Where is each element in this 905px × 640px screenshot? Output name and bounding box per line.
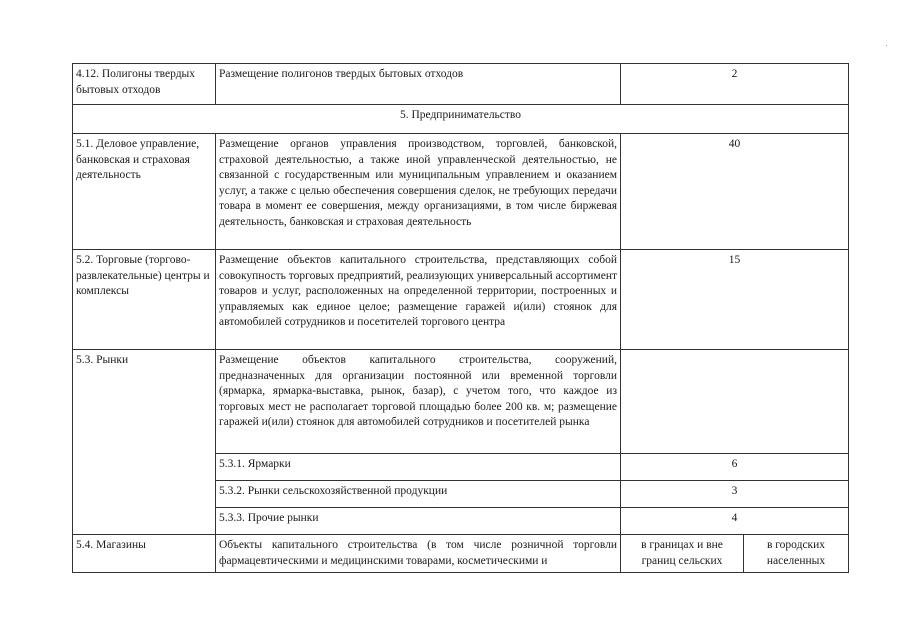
row-name: 5.1. Деловое управление, банковская и страховая деятельность bbox=[73, 134, 216, 250]
sub-row-label: 5.3.2. Рынки сельскохозяйственной продукции bbox=[216, 481, 621, 508]
row-name: 5.3. Рынки bbox=[73, 350, 216, 535]
sub-row-code: 3 bbox=[621, 481, 849, 508]
table-row bbox=[73, 535, 849, 573]
scan-speck bbox=[886, 45, 887, 46]
row-name: 5.4. Магазины bbox=[73, 535, 216, 573]
table-row bbox=[73, 134, 849, 250]
land-use-table bbox=[72, 63, 849, 573]
row-name: 4.12. Полигоны твердых бытовых отходов bbox=[73, 64, 216, 105]
table-row bbox=[73, 250, 849, 350]
section-title: 5. Предпринимательство bbox=[73, 105, 849, 134]
sub-row-label: 5.3.3. Прочие рынки bbox=[216, 508, 621, 535]
row-description: Размещение объектов капитального строительства, сооружений, предназначенных для организации постоянной или временной торговли (ярмарка, ярмарка-выставка, рынок, базар), с учетом того, что каждое из торговых мест не располагает торговой площадью более 200 кв. м; размещение гаражей и(или) стоянок для автомобилей сотрудников и посетителей рынка bbox=[216, 350, 621, 454]
row-code: 15 bbox=[621, 250, 849, 350]
row-description: Размещение полигонов твердых бытовых отходов bbox=[216, 64, 621, 105]
row-description: Объекты капитального строительства (в том числе розничной торговли фармацевтическими и медицинскими товарами, косметическими и bbox=[216, 535, 621, 573]
row-description: Размещение органов управления производством, торговлей, банковской, страховой деятельностью, а также иной управленческой деятельностью, не связанной с государственным или муниципальным управлением и оказанием услуг, а также с целью обеспечения совершения сделок, не требующих передачи товара в момент ее совершения, между организациями, в том числе биржевая деятельность, банковская и страховая деятельность bbox=[216, 134, 621, 250]
row-name: 5.2. Торговые (торгово-развлекательные) центры и комплексы bbox=[73, 250, 216, 350]
row-description: Размещение объектов капитального строительства, представляющих собой совокупность торговых предприятий, реализующих универсальный ассортимент товаров и услуг, расположенных на определенной территории, построенных и управляемых как единое целое; размещение гаражей и(или) стоянок для автомобилей сотрудников и посетителей торгового центра bbox=[216, 250, 621, 350]
section-row bbox=[73, 105, 849, 134]
sub-row-code: 4 bbox=[621, 508, 849, 535]
row-code: 2 bbox=[621, 64, 849, 105]
row-code-rural: в границах и вне границ сельских bbox=[621, 535, 744, 573]
row-code-urban: в городских населенных bbox=[744, 535, 849, 573]
sub-row-label: 5.3.1. Ярмарки bbox=[216, 454, 621, 481]
table-row bbox=[73, 350, 849, 454]
sub-row-code: 6 bbox=[621, 454, 849, 481]
row-code: 40 bbox=[621, 134, 849, 250]
table-row bbox=[73, 64, 849, 105]
row-code bbox=[621, 350, 849, 454]
